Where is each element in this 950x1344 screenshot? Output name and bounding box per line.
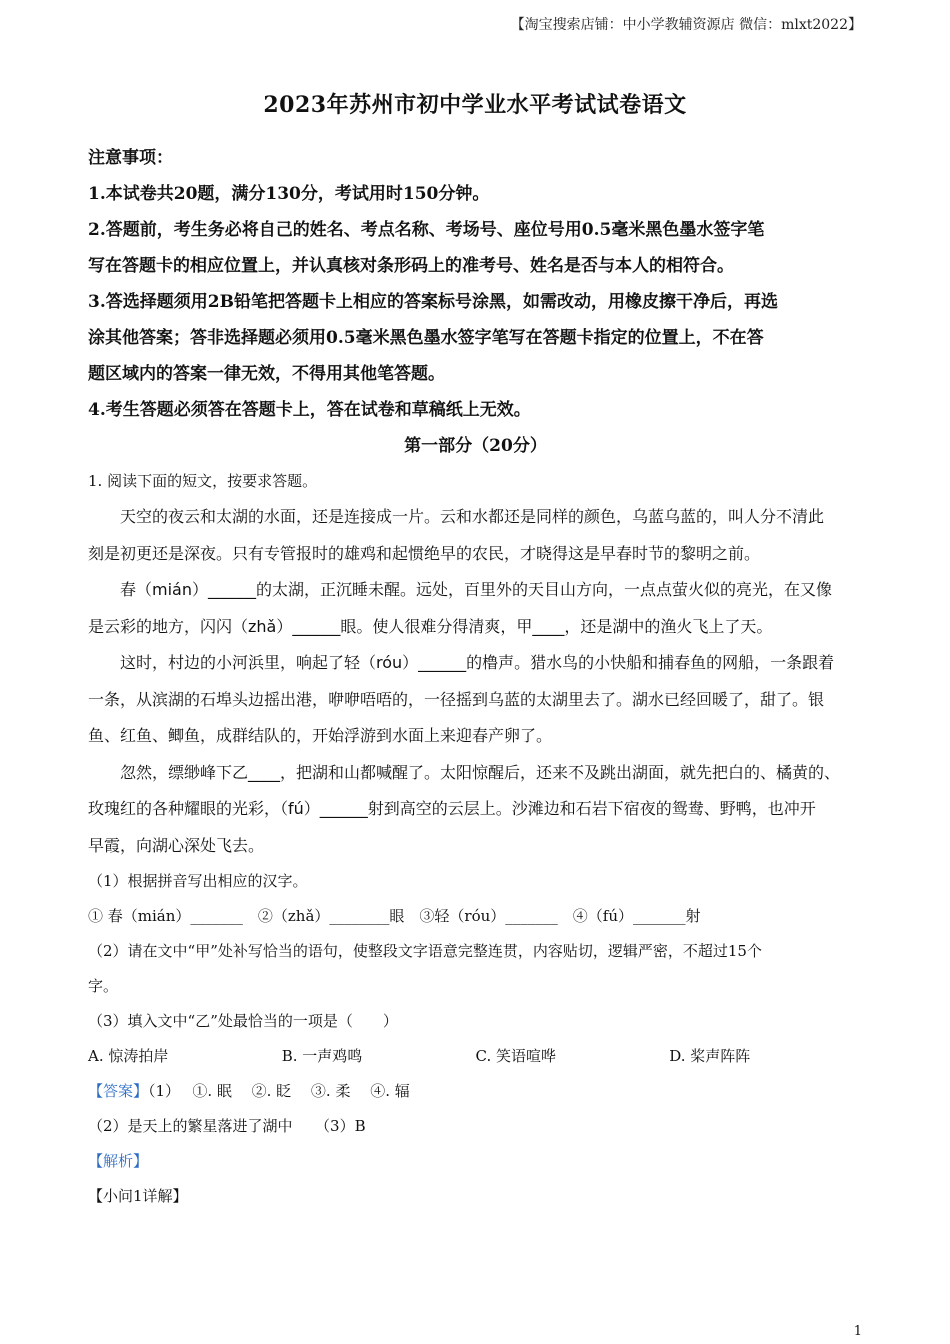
option-b: B. 一声鸡鸣 [281, 1047, 363, 1065]
sub-question-3: （3）填入文中“乙”处最恰当的一项是（ ） [88, 1012, 398, 1030]
analysis-label: 【解析】 [88, 1152, 149, 1170]
content [88, 140, 863, 1214]
sub-question-1-items: ① 春（mián）_______ ②（zhǎ）________眼 ③轻（róu）_______ ④（fú）_______射 [88, 907, 701, 925]
sub-question-2-cont: 字。 [88, 977, 119, 995]
option-c: C. 笑语喧哗 [475, 1047, 556, 1065]
notice-line: 3.答选择题须用2B铅笔把答题卡上相应的答案标号涂黑，如需改动，用橡皮擦干净后，再选 [88, 292, 778, 312]
answer-text: （1） ①. 眠 ②. 眨 ③. 柔 ④. 辐 [148, 1082, 410, 1100]
answer-label: 【答案】 [88, 1082, 149, 1100]
passage-line: 忽然，缥缈峰下乙____，把湖和山都喊醒了。太阳惊醒后，还来不及跳出湖面，就先把白的、橘黄的、 [120, 762, 841, 782]
passage-line: 一条，从滨湖的石埠头边摇出港，咿咿唔唔的，一径摇到乌蓝的太湖里去了。湖水已经回暖了，甜了。银 [88, 689, 825, 709]
sub-question-2: （2）请在文中“甲”处补写恰当的语句，使整段文字语意完整连贯，内容贴切，逻辑严密，不超过15个 [88, 942, 762, 960]
answer-options [88, 1039, 863, 1074]
notice-line: 涂其他答案；答非选择题必须用0.5毫米黑色墨水签字笔写在答题卡指定的位置上，不在答 [88, 328, 764, 348]
question-intro: 1. 阅读下面的短文，按要求答题。 [88, 472, 318, 490]
notice-line: 2.答题前，考生务必将自己的姓名、考点名称、考场号、座位号用0.5毫米黑色墨水签字笔 [88, 220, 765, 240]
passage-line: 早霞，向湖心深处飞去。 [88, 835, 265, 855]
section-title: 第一部分（20分） [404, 436, 547, 456]
sub-question-1: （1）根据拼音写出相应的汉字。 [88, 872, 308, 890]
passage-line: 鱼、红鱼、鲫鱼，成群结队的，开始浮游到水面上来迎春产卵了。 [88, 726, 553, 745]
passage-line: 刻是初更还是深夜。只有专管报时的雄鸡和起惯绝早的农民，才晓得这是早春时节的黎明之前。 [88, 543, 761, 563]
answer-line [88, 1074, 863, 1109]
notice-heading: 注意事项： [88, 148, 173, 168]
option-d: D. 桨声阵阵 [669, 1047, 751, 1065]
page-title: 2023年苏州市初中学业水平考试试卷语文 [263, 92, 687, 118]
passage-line: 是云彩的地方，闪闪（zhǎ）______眼。使人很难分得清爽，甲____，还是湖中的渔火飞上了天。 [88, 616, 773, 636]
page-number: 1 [853, 1324, 862, 1339]
notice-line: 4.考生答题必须答在答题卡上，答在试卷和草稿纸上无效。 [88, 400, 531, 420]
header-note: 【淘宝搜索店铺：中小学教辅资源店 微信：mlxt2022】 [510, 17, 862, 33]
passage-line: 天空的夜云和太湖的水面，还是连接成一片。云和水都还是同样的颜色，乌蓝乌蓝的，叫人分不清此 [120, 507, 825, 526]
passage-line: 玫瑰红的各种耀眼的光彩，（fú）______射到高空的云层上。沙滩边和石岩下宿夜的鸳鸯、野鸭，也冲开 [88, 799, 816, 818]
analysis-sub: 【小问1详解】 [88, 1187, 188, 1205]
notice-line: 写在答题卡的相应位置上，并认真核对条形码上的准考号、姓名是否与本人的相符合。 [88, 256, 734, 276]
passage-line: 这时，村边的小河浜里，响起了轻（róu）______的橹声。猎水鸟的小快船和捕春鱼的网船，一条跟着 [120, 653, 835, 672]
notice-line: 1.本试卷共20题，满分130分，考试用时150分钟。 [88, 184, 490, 204]
passage-line: 春（mián）______的太湖，正沉睡未醒。远处，百里外的天目山方向，一点点萤火似的亮光，在又像 [120, 580, 832, 599]
notice-line: 题区域内的答案一律无效，不得用其他笔答题。 [88, 364, 445, 384]
answer-line-2: （2）是天上的繁星落进了湖中 （3）B [88, 1117, 366, 1135]
option-a: A. 惊涛拍岸 [88, 1047, 169, 1065]
